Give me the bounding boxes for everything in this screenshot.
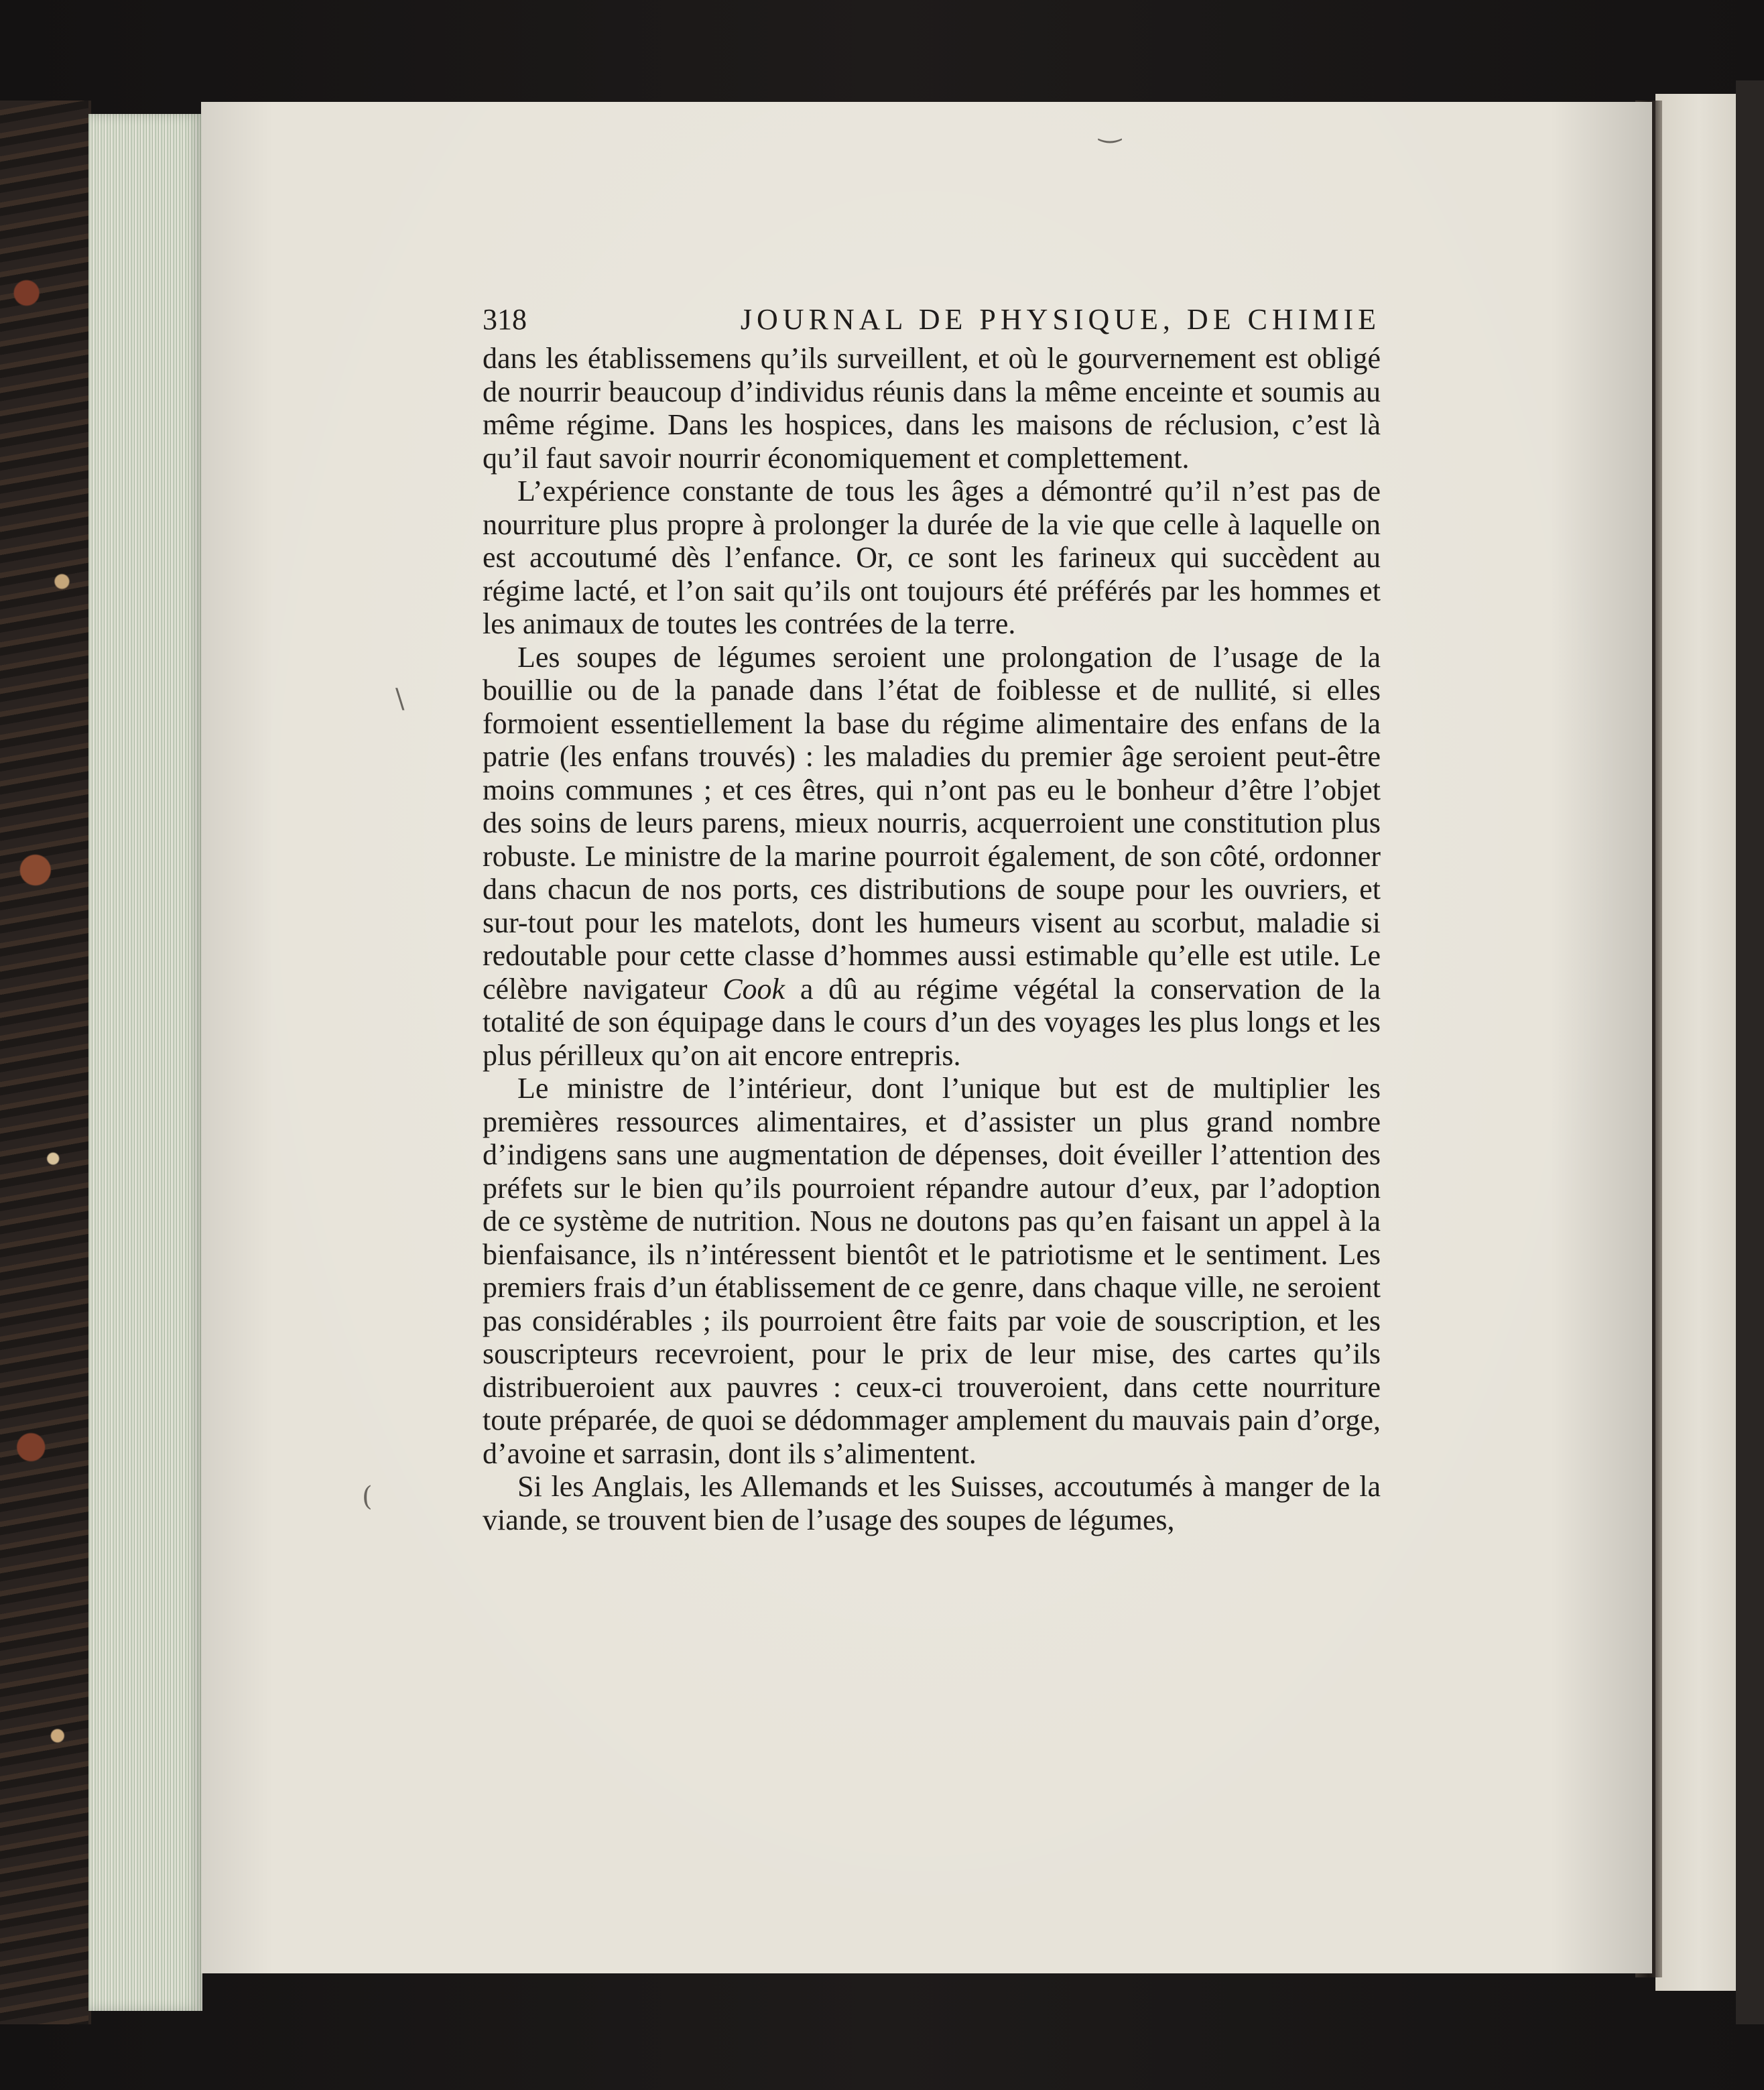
paragraph-3-text-after: a dû au régime végétal la conservation de la totalité de son équipage dans le cours d’un des voyages les plus longs et les plus périlleux qu’on ait encore entrepris. — [483, 972, 1381, 1072]
margin-tick: ‿ — [1099, 113, 1121, 143]
margin-tick: \ — [395, 684, 405, 715]
paragraph-1: dans les établissemens qu’ils surveillent, et où le gourvernement est obligé de nourrir beaucoup d’individus réunis dans la même enceinte et soumis au même régime. Dans les hospices, dans les maisons de réclusion, c’est là qu’il faut savoir nourrir économiquement et complettement. — [483, 342, 1381, 475]
paragraph-5: Si les Anglais, les Allemands et les Suisses, accoutumés à manger de la viande, se trouvent bien de l’usage des soupes de légumes, — [483, 1470, 1381, 1536]
margin-tick: ( — [362, 1481, 373, 1512]
page-number: 318 — [483, 303, 527, 336]
italic-name-cook: Cook — [722, 972, 785, 1005]
running-head — [483, 300, 1381, 339]
running-title: JOURNAL DE PHYSIQUE, DE CHIMIE — [740, 303, 1381, 336]
paragraph-2: L’expérience constante de tous les âges a démontré qu’il n’est pas de nourriture plus propre à prolonger la durée de la vie que celle à laquelle on est accoutumé dès l’enfance. Or, ce sont les farineux qui succèdent au régime lacté, et l’on sait qu’ils ont toujours été préférés par les hommes et les animaux de toutes les contrées de la terre. — [483, 475, 1381, 640]
cover-right — [1736, 80, 1764, 2024]
page-edges — [88, 114, 202, 2011]
marbled-cover-left — [0, 101, 91, 2024]
paragraph-3 — [483, 641, 1381, 1072]
paragraph-4: Le ministre de l’intérieur, dont l’unique but est de multiplier les premières ressources alimentaires, et d’assister un plus grand nombre d’indigens sans une augmentation de dépenses, doit éveiller l’attention des préfets sur le bien qu’ils pourroient répandre autour d’eux, par l’adoption de ce système de nutrition. Nous ne doutons pas qu’en faisant un appel à la bienfaisance, ils n’intéressent bientôt et le patriotisme et le sentiment. Les premiers frais d’un établissement de ce genre, dans chaque ville, ne seroient pas considérables ; ils pourroient être faits par voie de souscription, et les souscripteurs recevroient, pour le prix de leur mise, des cartes qu’ils distribueroient aux pauvres : ceux-ci trouveroient, dans cette nourriture toute préparée, de quoi se dédommager amplement du mauvais pain d’orge, d’avoine et sarrasin, dont ils s’alimentent. — [483, 1072, 1381, 1470]
text-block — [483, 300, 1381, 1536]
paragraph-3-text-before: Les soupes de légumes seroient une prolongation de l’usage de la bouillie ou de la panade dans l’état de foiblesse et de nullité, si elles formoient essentiellement la base du régime alimentaire des enfans de la patrie (les enfans trouvés) : les maladies du premier âge seroient peut-être moins communes ; et ces êtres, qui n’ont pas eu le bonheur d’être l’objet des soins de leurs parens, mieux nourris, acquerroient une constitution plus robuste. Le ministre de la marine pourroit également, de son côté, ordonner dans chacun de nos ports, ces distributions de soupe pour les ouvriers, et sur-tout pour les matelots, dont les humeurs visent au scorbut, maladie si redoutable pour cette classe d’hommes aussi estimable qu’elle est utile. Le célèbre navigateur — [483, 640, 1381, 1005]
body-text — [483, 342, 1381, 1536]
